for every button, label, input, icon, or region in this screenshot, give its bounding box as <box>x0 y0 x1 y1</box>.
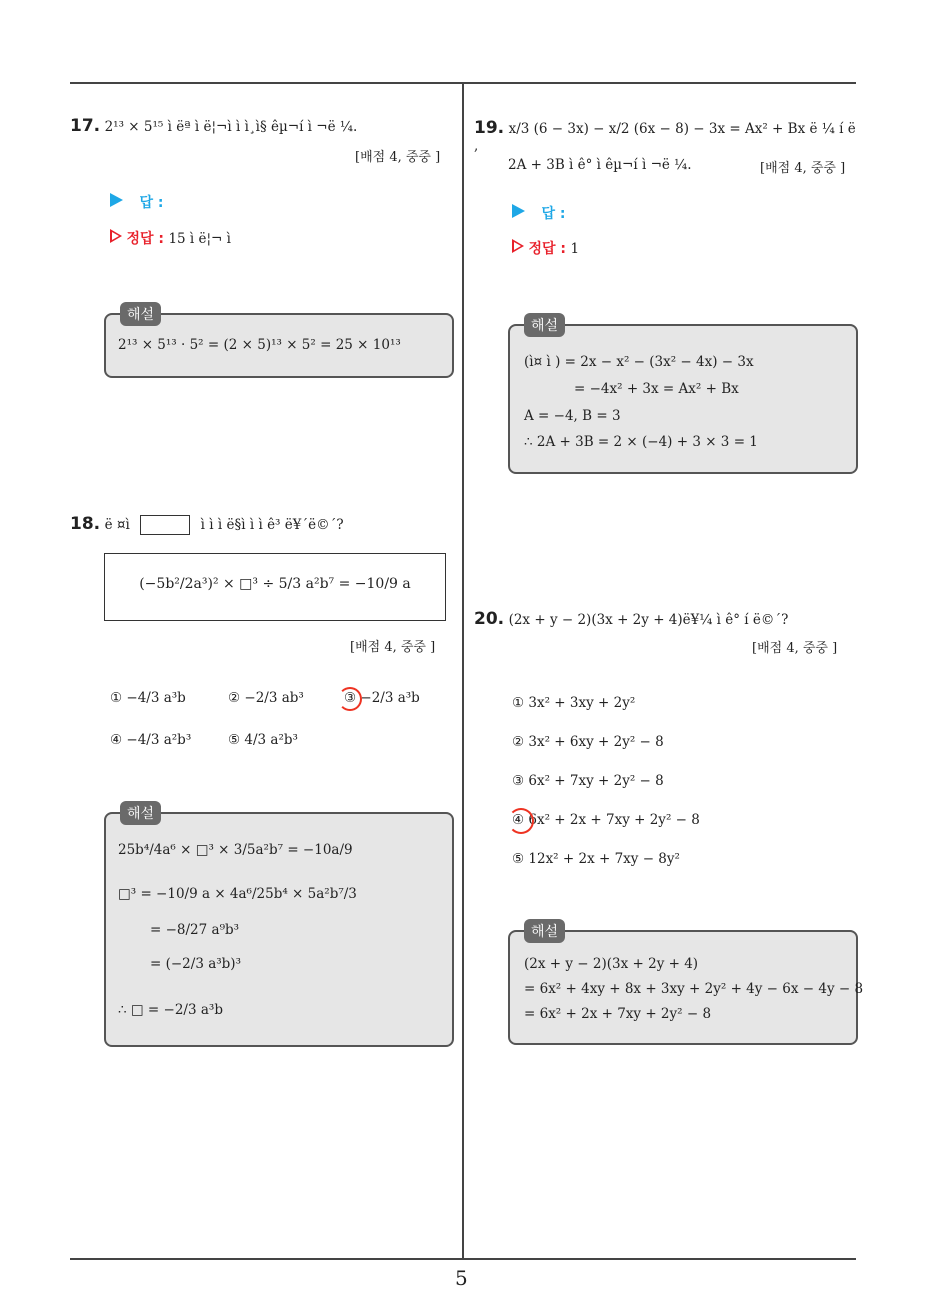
question-17 <box>70 116 455 136</box>
explanation-box <box>508 930 864 1045</box>
option-1[interactable]: ① −4/3 a³b <box>110 690 186 706</box>
explanation-tag: 해설 <box>120 801 161 825</box>
outline-play-icon <box>110 229 122 243</box>
question-number: 18. <box>70 514 101 534</box>
option-3[interactable]: ③ 6x² + 7xy + 2y² − 8 <box>512 773 664 789</box>
explanation-line: ∴ 2A + 3B = 2 × (−4) + 3 × 3 = 1 <box>524 434 758 450</box>
explanation-line: = −4x² + 3x = Ax² + Bx <box>574 381 739 397</box>
correct-label: 정답 : <box>528 241 566 257</box>
question-number: 20. <box>474 609 505 629</box>
play-icon <box>512 204 525 218</box>
explanation-line: 25b⁴/4a⁶ × □³ × 3/5a²b⁷ = −10a/9 <box>118 842 353 858</box>
explanation-line: = 6x² + 2x + 7xy + 2y² − 8 <box>524 1006 712 1022</box>
option-2[interactable]: ② −2/3 ab³ <box>228 690 304 706</box>
option-5[interactable]: ⑤ 12x² + 2x + 7xy − 8y² <box>512 851 680 867</box>
answer-row <box>512 203 565 223</box>
explanation-box <box>508 324 858 474</box>
explanation-line: A = −4, B = 3 <box>524 408 621 424</box>
option-3[interactable]: ③ −2/3 a³b <box>344 690 420 706</box>
explanation-line: = −8/27 a⁹b³ <box>150 922 240 938</box>
explanation-line: (2x + y − 2)(3x + 2y + 4) <box>524 956 699 972</box>
correct-label: 정답 : <box>126 231 164 247</box>
correct-value: 1 <box>570 241 580 257</box>
explanation-line: □³ = −10/9 a × 4a⁶/25b⁴ × 5a²b⁷/3 <box>118 886 357 902</box>
question-19-meta: [배점 4, 중중 ] <box>760 161 846 176</box>
explanation-box <box>104 812 454 1047</box>
selected-mark-icon <box>338 687 362 711</box>
option-1[interactable]: ① 3x² + 3xy + 2y² <box>512 695 636 711</box>
explanation-line: (ì¤ ì ) = 2x − x² − (3x² − 4x) − 3x <box>524 354 754 370</box>
equation-box <box>104 553 446 621</box>
question-20-meta: [배점 4, 중중 ] <box>752 641 838 656</box>
bottom-rule <box>70 1258 856 1260</box>
question-number: 17. <box>70 116 101 136</box>
option-2[interactable]: ② 3x² + 6xy + 2y² − 8 <box>512 734 664 750</box>
question-20 <box>474 609 788 629</box>
selected-mark-icon <box>508 808 534 834</box>
question-text-line2: 2A + 3B ì ê° ì êµ¬í ì ¬ë ¼. <box>508 157 692 173</box>
explanation-tag: 해설 <box>524 919 565 943</box>
question-19 <box>474 118 864 154</box>
explanation-tag: 해설 <box>524 313 565 337</box>
question-18 <box>70 514 344 535</box>
explanation-line: 2¹³ × 5¹³ · 5² = (2 × 5)¹³ × 5² = 25 × 10¹³ <box>118 337 401 353</box>
answer-label: 답 : <box>541 206 566 222</box>
explanation-line: = (−2/3 a³b)³ <box>150 956 241 972</box>
question-text: 2¹³ × 5¹⁵ ì ëª ì ë¦¬ì ì ì¸ì§ êµ¬í ì ¬ë ¼. <box>104 119 358 135</box>
correct-answer-row <box>512 238 579 258</box>
question-18-meta: [배점 4, 중중 ] <box>350 640 436 655</box>
equation: (−5b²/2a³)² × □³ ÷ 5/3 a²b⁷ = −10/9 a <box>139 576 411 592</box>
question-text: (2x + y − 2)(3x + 2y + 4)ë¥¼ ì ê° í ë©´? <box>508 612 789 628</box>
blank-box <box>140 515 190 535</box>
play-icon <box>110 193 123 207</box>
explanation-line: = 6x² + 4xy + 8x + 3xy + 2y² + 4y − 6x − 4y − 8 <box>524 981 864 997</box>
correct-answer-row <box>110 228 231 248</box>
question-text: x/3 (6 − 3x) − x/2 (6x − 8) − 3x = Ax² + Bx ë ¼ í ë , <box>474 121 856 154</box>
outline-play-icon <box>512 239 524 253</box>
option-4[interactable]: ④ −4/3 a²b³ <box>110 732 192 748</box>
option-4[interactable]: ④ 6x² + 2x + 7xy + 2y² − 8 <box>512 812 700 828</box>
answer-label: 답 : <box>139 195 164 211</box>
option-5[interactable]: ⑤ 4/3 a²b³ <box>228 732 298 748</box>
question-text: ë ¤ì <box>104 517 130 533</box>
answer-row <box>110 192 163 212</box>
question-17-meta: [배점 4, 중중 ] <box>355 150 441 165</box>
page-number: 5 <box>455 1266 468 1290</box>
question-number: 19. <box>474 118 505 138</box>
explanation-tag: 해설 <box>120 302 161 326</box>
explanation-line: ∴ □ = −2/3 a³b <box>118 1002 223 1018</box>
column-divider <box>462 84 464 1260</box>
question-text: ì ì ì ë§ì ì ì ê³ ë¥´ë©´? <box>200 517 344 533</box>
correct-value: 15 ì ë¦¬ ì <box>168 231 231 247</box>
